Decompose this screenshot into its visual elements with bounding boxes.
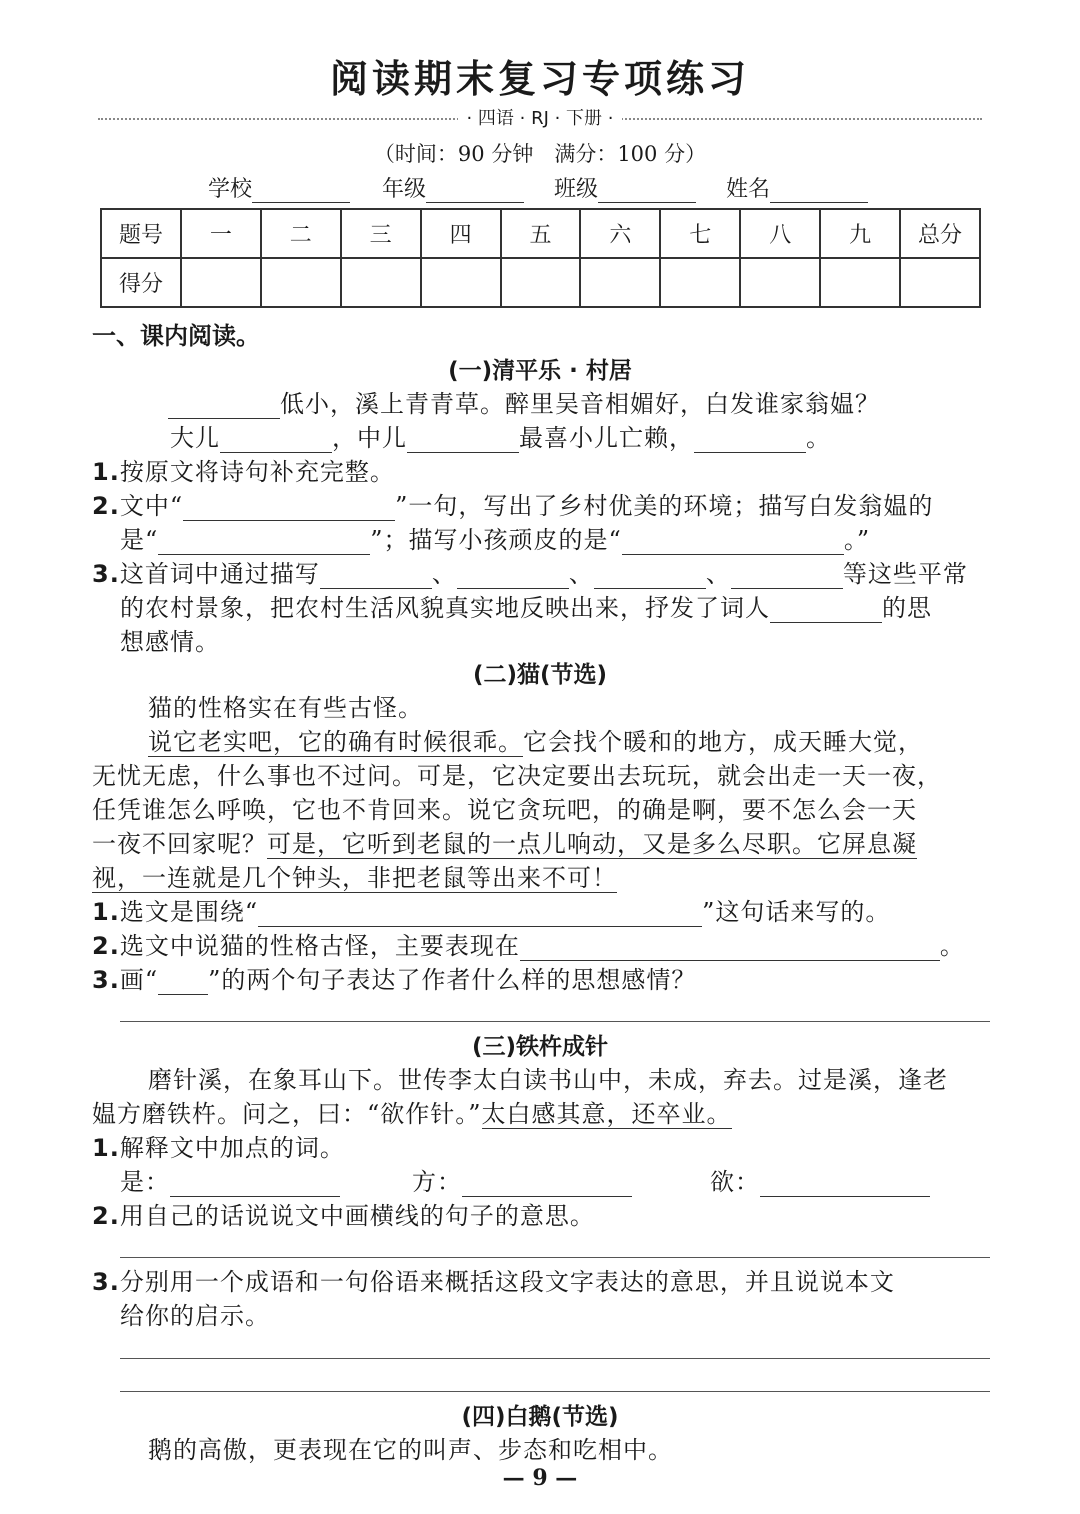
poem-text: 。	[806, 424, 831, 452]
separator: 、	[568, 560, 594, 588]
question-text: 分别用一个成语和一句俗语来概括这段文字表达的意思，并且说说本文	[119, 1268, 895, 1296]
answer-blank[interactable]	[731, 562, 843, 589]
school-blank[interactable]	[252, 178, 350, 203]
word-blank	[412, 1162, 632, 1197]
question-text: ”的两个句子表达了作者什么样的思想感情？	[208, 966, 697, 994]
score-header-cell: 一	[181, 209, 261, 258]
score-cell[interactable]	[501, 258, 581, 307]
question-text: 解释文中加点的词。	[119, 1134, 345, 1162]
score-header-cell: 七	[660, 209, 740, 258]
answer-blank[interactable]	[694, 426, 806, 453]
text-span: 一夜不回家呢？	[92, 830, 267, 858]
time-info: （时间：90 分钟 满分：100 分）	[373, 142, 707, 166]
question-text: 选文是围绕“	[119, 898, 259, 926]
question	[92, 926, 965, 961]
answer-blank[interactable]	[407, 426, 519, 453]
class-label: 班级	[554, 177, 599, 202]
text-line	[92, 824, 917, 859]
question-number: 1.	[92, 1134, 120, 1162]
question-number: 2.	[92, 492, 120, 520]
text-line	[92, 1094, 732, 1129]
answer-line[interactable]	[120, 1358, 990, 1359]
question	[92, 554, 968, 589]
class-field[interactable]	[554, 172, 696, 203]
question	[92, 486, 933, 521]
score-cell[interactable]	[900, 258, 980, 307]
answer-line[interactable]	[120, 1021, 990, 1022]
score-header-cell: 六	[580, 209, 660, 258]
answer-blank[interactable]	[158, 528, 370, 555]
poem-line-1	[168, 384, 880, 419]
question-cont: 想感情。	[120, 628, 220, 656]
word-blank	[120, 1162, 340, 1197]
part2-title: (二)猫(节选)	[472, 662, 608, 688]
score-cell[interactable]	[341, 258, 421, 307]
word-blank	[710, 1162, 930, 1197]
question-cont: 给你的启示。	[120, 1302, 270, 1330]
question-cont	[120, 520, 870, 555]
score-header-cell: 二	[261, 209, 341, 258]
word-label: 欲：	[710, 1168, 760, 1196]
poem-line-2	[170, 418, 831, 453]
question-text: 画“	[119, 966, 159, 994]
question-text: ”；描写小孩顽皮的是“	[370, 526, 622, 554]
word-label: 是：	[120, 1168, 170, 1196]
score-header-row	[101, 209, 980, 258]
grade-blank[interactable]	[426, 178, 524, 203]
answer-blank[interactable]	[760, 1170, 930, 1197]
part1-title: (一)清平乐 · 村居	[448, 358, 632, 384]
poem-text: 大儿	[170, 424, 220, 452]
score-header-cell: 三	[341, 209, 421, 258]
answer-blank[interactable]	[258, 900, 702, 927]
question-text: 文中“	[119, 492, 184, 520]
underlined-sentence: 太白感其意，还卒业。	[481, 1100, 732, 1128]
question-number: 3.	[92, 1268, 120, 1296]
question-cont	[120, 588, 932, 623]
score-cell[interactable]	[181, 258, 261, 307]
answer-blank[interactable]	[462, 1170, 632, 1197]
score-header-cell: 题号	[101, 209, 181, 258]
question-text: 的农村景象，把农村生活风貌真实地反映出来，抒发了词人	[120, 594, 770, 622]
school-field[interactable]	[208, 172, 350, 203]
answer-blank[interactable]	[170, 1170, 340, 1197]
text-line: 任凭谁怎么呼唤，它也不肯回来。说它贪玩吧，的确是啊，要不怎么会一天	[92, 796, 917, 824]
edition-label	[0, 104, 1080, 130]
name-label: 姓名	[726, 177, 771, 202]
question	[92, 1128, 345, 1163]
underlined-sentence: 可是，它听到老鼠的一点儿响动，又是多么尽职。它屏息凝	[267, 830, 917, 858]
poem-text: ，中儿	[332, 424, 407, 452]
question-text: 选文中说猫的性格古怪，主要表现在	[119, 932, 520, 960]
answer-blank[interactable]	[622, 528, 844, 555]
page-title: 阅读期末复习专项练习	[329, 56, 750, 101]
text-line: 无忧无虑，什么事也不过问。可是，它决定要出去玩玩，就会出走一天一夜，	[92, 762, 942, 790]
underline-sample	[158, 968, 208, 995]
section-heading: 一、课内阅读。	[92, 322, 260, 350]
question-number: 3.	[92, 966, 120, 994]
score-cell[interactable]	[580, 258, 660, 307]
score-header-cell: 九	[820, 209, 900, 258]
text-line: 猫的性格实在有些古怪。	[148, 694, 423, 722]
question-number: 1.	[92, 458, 120, 486]
text-line	[92, 858, 617, 893]
text-span: 媪方磨铁杵。问之，曰：“欲作针。”	[92, 1100, 482, 1128]
name-field[interactable]	[726, 172, 868, 203]
grade-label: 年级	[382, 177, 427, 202]
question-number: 2.	[92, 932, 120, 960]
page-number: — 9 —	[502, 1465, 578, 1491]
part4-title: (四)白鹅(节选)	[461, 1404, 619, 1430]
poem-text: 最喜小儿亡赖，	[519, 424, 694, 452]
question-text: 等这些平常	[842, 560, 968, 588]
question-text: ”这句话来写的。	[702, 898, 891, 926]
separator: 、	[705, 560, 731, 588]
question-number: 2.	[92, 1202, 120, 1230]
grade-field[interactable]	[382, 172, 524, 203]
answer-blank[interactable]	[520, 934, 940, 961]
question-text: 用自己的话说说文中画横线的句子的意思。	[119, 1202, 595, 1230]
question-text: 的思	[882, 594, 932, 622]
answer-blank[interactable]	[183, 494, 395, 521]
question	[92, 1262, 895, 1297]
poem-text: 低小，溪上青青草。醉里吴音相媚好，白发谁家翁媪？	[280, 390, 880, 418]
separator: 、	[431, 560, 457, 588]
question-number: 3.	[92, 560, 120, 588]
answer-blank[interactable]	[168, 392, 280, 419]
answer-blank[interactable]	[457, 562, 569, 589]
text-line: 磨针溪，在象耳山下。世传李太白读书山中，未成，弃去。过是溪，逢老	[148, 1066, 948, 1094]
score-row-label: 得分	[101, 258, 181, 307]
question-number: 1.	[92, 898, 120, 926]
score-cell[interactable]	[261, 258, 341, 307]
answer-blank[interactable]	[320, 562, 432, 589]
question-text: ”一句，写出了乡村优美的环境；描写白发翁媪的	[395, 492, 934, 520]
score-header-cell: 总分	[900, 209, 980, 258]
question-text: 这首词中通过描写	[119, 560, 320, 588]
question	[92, 452, 395, 487]
text-line	[148, 722, 923, 757]
underlined-sentence: 说它老实吧，它的确有时候很乖。	[148, 728, 523, 756]
question-text: 。	[939, 932, 965, 960]
question	[92, 1196, 595, 1231]
score-header-cell: 四	[421, 209, 501, 258]
question	[92, 960, 696, 995]
score-cell[interactable]	[820, 258, 900, 307]
name-blank[interactable]	[770, 178, 868, 203]
answer-blank[interactable]	[594, 562, 706, 589]
answer-blank[interactable]	[770, 596, 882, 623]
answer-line[interactable]	[120, 1391, 990, 1392]
question-text: 是“	[120, 526, 159, 554]
answer-line[interactable]	[120, 1257, 990, 1258]
class-blank[interactable]	[598, 178, 696, 203]
question-text: 按原文将诗句补充完整。	[119, 458, 395, 486]
score-header-cell: 五	[501, 209, 581, 258]
score-cell[interactable]	[740, 258, 820, 307]
score-header-cell: 八	[740, 209, 820, 258]
answer-blank[interactable]	[220, 426, 332, 453]
score-table	[100, 208, 981, 308]
underlined-sentence: 视，一连就是几个钟头，非把老鼠等出来不可！	[92, 864, 617, 892]
text-line: 鹅的高傲，更表现在它的叫声、步态和吃相中。	[148, 1436, 673, 1464]
text-span: 它会找个暖和的地方，成天睡大觉，	[523, 728, 923, 756]
school-label: 学校	[208, 177, 253, 202]
score-cell[interactable]	[660, 258, 740, 307]
question-text: 。”	[843, 526, 871, 554]
part3-title: (三)铁杵成针	[471, 1034, 609, 1060]
edition-text: · 四语 · RJ · 下册 ·	[458, 108, 621, 129]
question	[92, 892, 890, 927]
score-input-row	[101, 258, 980, 307]
score-cell[interactable]	[421, 258, 501, 307]
word-label: 方：	[412, 1168, 462, 1196]
